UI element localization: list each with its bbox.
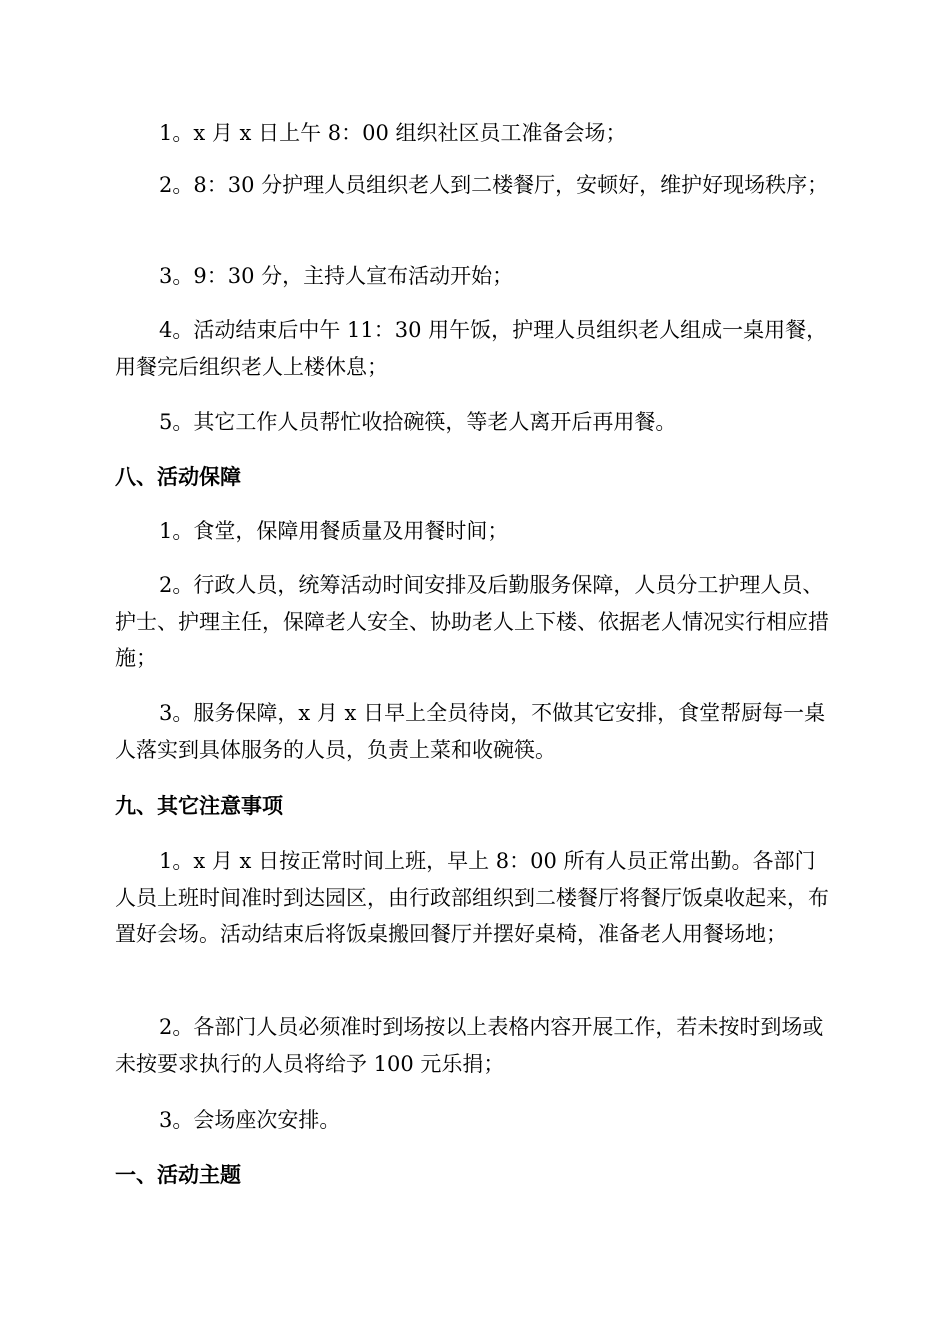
notes-item-3: 3。会场座次安排。 [159, 1108, 341, 1132]
section-heading-notes: 九、其它注意事项 [115, 794, 283, 818]
schedule-item-4: 4。活动结束后中午 11：30 用午饭，护理人员组织老人组成一桌用餐，用餐完后组织老人上楼休息； [115, 318, 828, 379]
schedule-item-5: 5。其它工作人员帮忙收拾碗筷，等老人离开后再用餐。 [159, 410, 677, 434]
section-heading-theme: 一、活动主题 [115, 1163, 241, 1187]
guarantee-item-1: 1。食堂，保障用餐质量及用餐时间； [159, 519, 509, 543]
schedule-item-2: 2。8：30 分护理人员组织老人到二楼餐厅，安顿好，维护好现场秩序； [159, 173, 829, 197]
schedule-item-3: 3。9：30 分，主持人宣布活动开始； [159, 264, 514, 288]
guarantee-item-2: 2。行政人员，统筹活动时间安排及后勤服务保障，人员分工护理人员、护士、护理主任，保障老人安全、协助老人上下楼、依据老人情况实行相应措施； [115, 573, 829, 670]
schedule-item-1: 1。x 月 x 日上午 8：00 组织社区员工准备会场； [159, 121, 627, 145]
guarantee-item-3: 3。服务保障，x 月 x 日早上全员待岗，不做其它安排，食堂帮厨每一桌人落实到具体服务的人员，负责上菜和收碗筷。 [115, 701, 826, 762]
notes-item-1: 1。x 月 x 日按正常时间上班，早上 8：00 所有人员正常出勤。各部门人员上班时间准时到达园区，由行政部组织到二楼餐厅将餐厅饭桌收起来，布置好会场。活动结束后将饭桌搬回餐厅并摆好桌椅，准备老人用餐场地； [115, 849, 829, 946]
notes-item-2: 2。各部门人员必须准时到场按以上表格内容开展工作，若未按时到场或未按要求执行的人员将给予 100 元乐捐； [115, 1015, 824, 1076]
section-heading-guarantee: 八、活动保障 [115, 465, 241, 489]
